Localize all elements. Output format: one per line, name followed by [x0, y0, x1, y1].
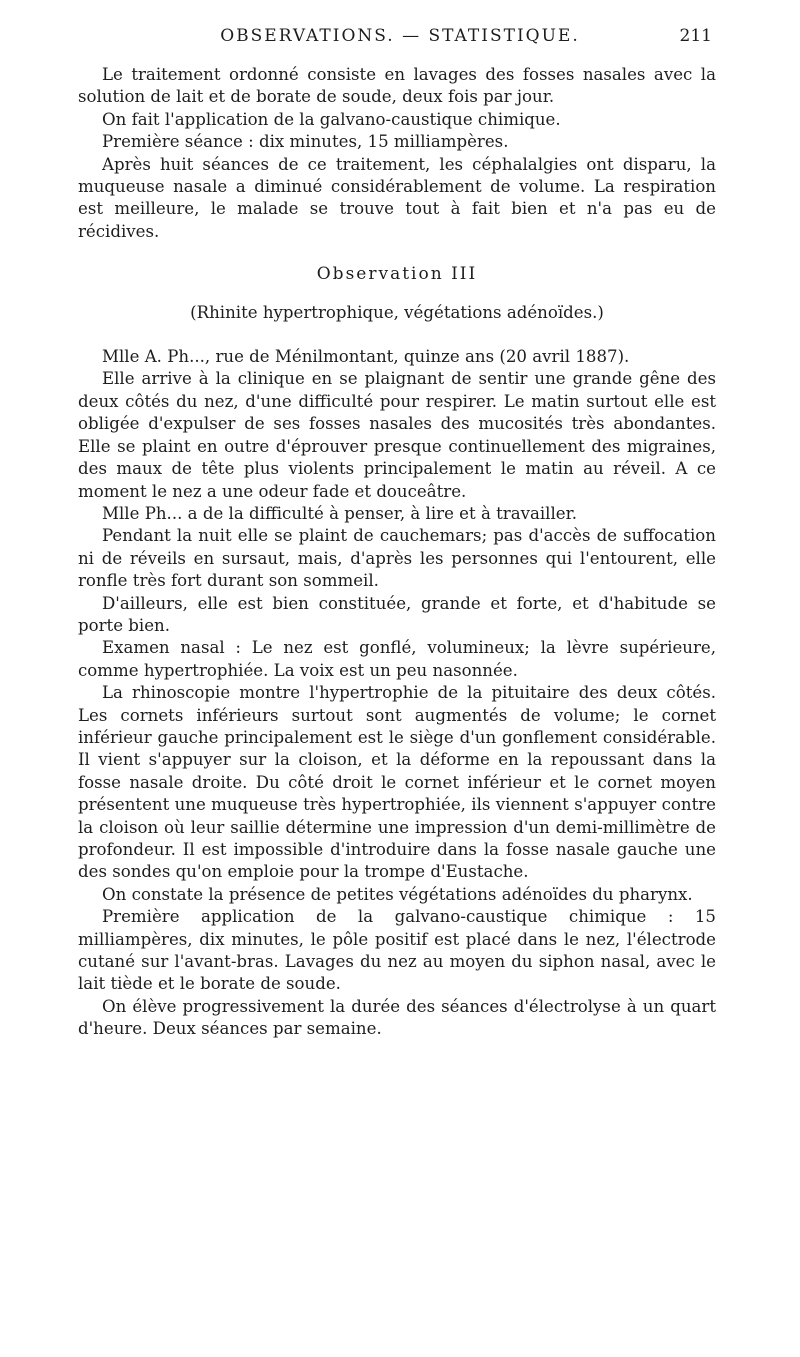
paragraph: Pendant la nuit elle se plaint de cauchemars; pas d'accès de suffocation ni de réveils en sursaut, mais, d'après les personnes qui l'entourent, elle ronfle très fort durant son sommeil. [78, 526, 716, 591]
section-title: Observation III [316, 264, 478, 285]
paragraph: Elle arrive à la clinique en se plaignant de sentir une grande gêne des deux côtés du nez, d'une difficulté pour respirer. Le matin surtout elle est obligée d'expulser de ses fosses nasales des mucosités très abondantes. Elle se plaint en outre d'éprouver presque continuellement des migraines, des maux de tête plus violents principalement le matin au réveil. A ce moment le nez a une odeur fade et douceâtre. [78, 369, 716, 501]
paragraph: Le traitement ordonné consiste en lavages des fosses nasales avec la solution de lait et de borate de soude, deux fois par jour. [78, 65, 716, 107]
running-title: OBSERVATIONS. — STATISTIQUE. [220, 26, 580, 46]
paragraph: La rhinoscopie montre l'hypertrophie de la pituitaire des deux côtés. Les cornets inférieurs surtout sont augmentés de volume; le cornet inférieur gauche principalement est le siège d'un gonflement considérable. Il vient s'appuyer sur la cloison, et la déforme en la repoussant dans la fosse nasale droite. Du côté droit le cornet inférieur et le cornet moyen présentent une muqueuse très hypertrophiée, ils viennent s'appuyer contre la cloison où leur saillie détermine une impression d'un demi-millimètre de profondeur. Il est impossible d'introduire dans la fosse nasale gauche une des sondes qu'on emploie pour la trompe d'Eustache. [78, 683, 716, 882]
paragraph: On élève progressivement la durée des séances d'électrolyse à un quart d'heure. Deux séances par semaine. [78, 996, 716, 1039]
page-header [0, 26, 800, 56]
paragraph: Après huit séances de ce traitement, les céphalalgies ont disparu, la muqueuse nasale a diminué considérablement de volume. La respiration est meilleure, le malade se trouve tout à fait bien et n'a pas eu de récidives. [78, 154, 716, 241]
paragraph: Mlle A. Ph..., rue de Ménilmontant, quinze ans (20 avril 1887). [102, 347, 630, 367]
section-subtitle: (Rhinite hypertrophique, végétations adénoïdes.) [190, 302, 604, 322]
paragraph: On constate la présence de petites végétations adénoïdes du pharynx. [102, 884, 693, 904]
paragraph: Mlle Ph... a de la difficulté à penser, à lire et à travailler. [102, 503, 578, 523]
paragraph: D'ailleurs, elle est bien constituée, grande et forte, et d'habitude se porte bien. [78, 593, 716, 635]
page-number: 211 [679, 26, 712, 46]
paragraph: Première séance : dix minutes, 15 milliampères. [102, 132, 509, 152]
page-body [78, 64, 716, 1041]
paragraph: Première application de la galvano-caustique chimique : 15 milliampères, dix minutes, le pôle positif est placé dans le nez, l'électrode cutané sur l'avant-bras. Lavages du nez au moyen du siphon nasal, avec le lait tiède et le borate de soude. [78, 907, 716, 994]
paragraph: Examen nasal : Le nez est gonflé, volumineux; la lèvre supérieure, comme hypertrophiée. La voix est un peu nasonnée. [78, 638, 716, 680]
paragraph: On fait l'application de la galvano-caustique chimique. [102, 109, 561, 129]
